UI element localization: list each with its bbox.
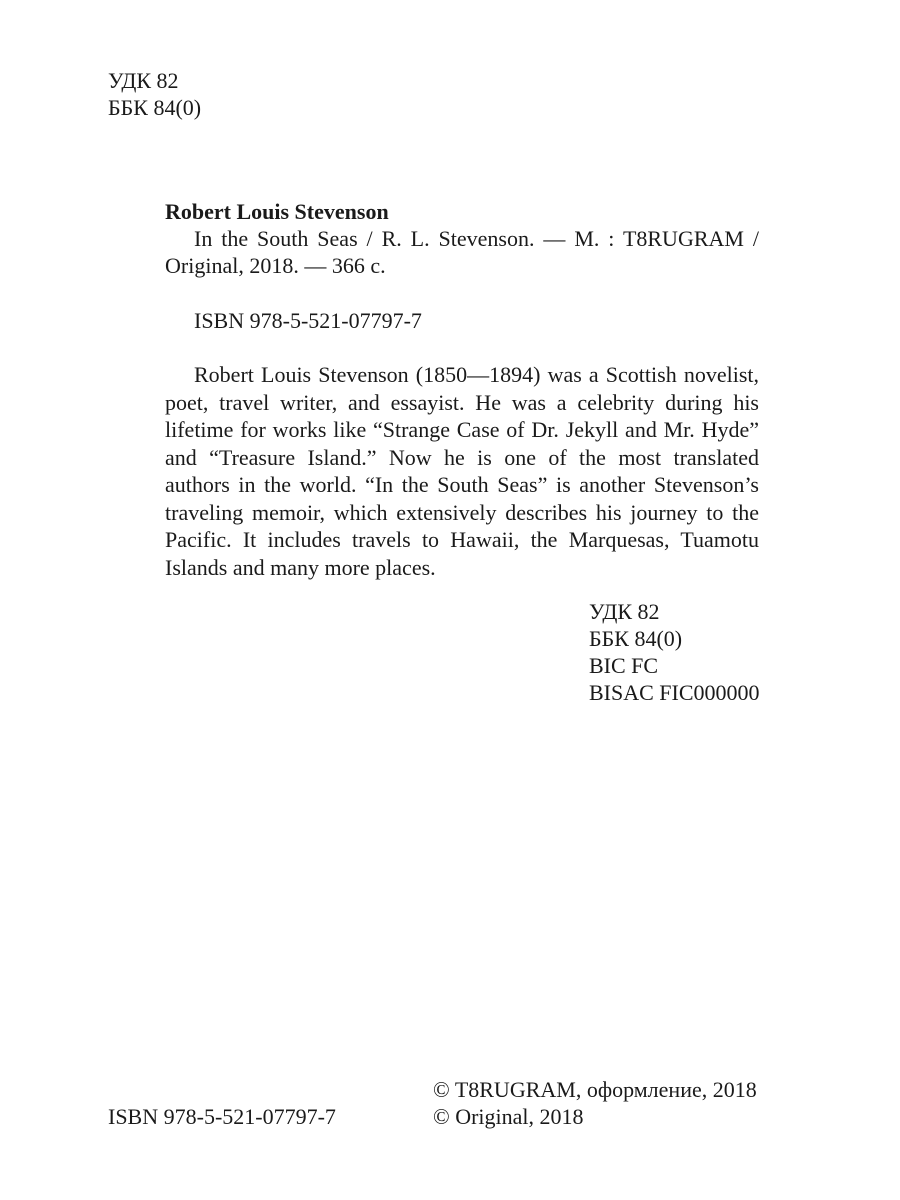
udk-code-right: УДК 82 [589, 599, 660, 624]
isbn-number: ISBN 978-5-521-07797-7 [194, 308, 422, 333]
book-annotation: Robert Louis Stevenson (1850—1894) was a Scottish novelist, poet, travel writer, and essayist. He was a celebrity during his lifetime for works like “Strange Case of Dr. Jekyll and Mr. Hyde” and “Treasure Island.” Now he is one of the most translated authors in the world. “In the South Seas” is another Stevenson’s traveling memoir, which extensively describes his journey to the Pacific. It includes travels to Hawaii, the Marquesas, Tuamotu Islands and many more places. [165, 362, 759, 580]
copyright-original: © Original, 2018 [433, 1104, 584, 1129]
classification-codes [589, 598, 760, 706]
bbk-code: ББК 84(0) [108, 95, 202, 120]
top-classification [108, 67, 201, 121]
bisac-code: BISAC FIC000000 [589, 680, 760, 705]
author-name: Robert Louis Stevenson [165, 199, 389, 224]
bbk-code-right: ББК 84(0) [589, 626, 683, 651]
copyright-design: © T8RUGRAM, оформление, 2018 [433, 1077, 757, 1102]
bibliographic-record [165, 198, 759, 581]
udk-code: УДК 82 [108, 68, 179, 93]
isbn-bottom: ISBN 978-5-521-07797-7 [108, 1104, 336, 1129]
bic-code: BIC FC [589, 653, 659, 678]
copyright-notices [433, 1076, 757, 1130]
bottom-isbn [108, 1103, 336, 1130]
bibliographic-entry: In the South Seas / R. L. Stevenson. — M. : T8RUGRAM / Original, 2018. — 366 с. [165, 226, 759, 278]
